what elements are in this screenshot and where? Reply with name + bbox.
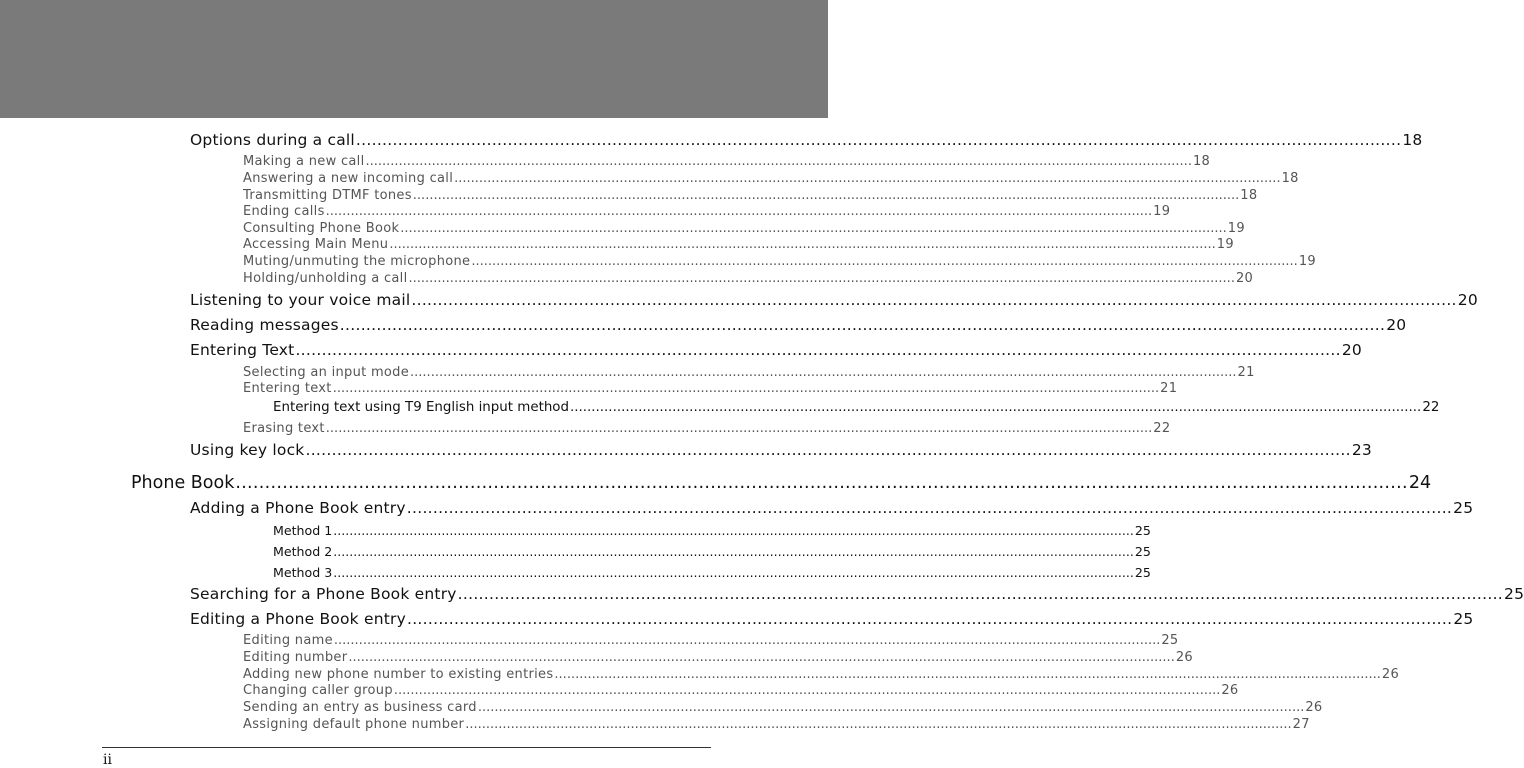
dot-leader: ........................................................................................................................................................................................................ bbox=[333, 633, 1161, 648]
dot-leader: ........................................................................................................................................................................................................ bbox=[570, 400, 1422, 415]
dot-leader: ........................................................................................................................................................................................................ bbox=[305, 441, 1351, 459]
toc-label: Options during a call bbox=[190, 131, 355, 149]
dot-leader: ........................................................................................................................................................................................................ bbox=[406, 610, 1453, 628]
toc-page-number: 19 bbox=[1298, 254, 1316, 269]
toc-entry[interactable] bbox=[243, 237, 1234, 252]
toc-entry[interactable] bbox=[243, 254, 1316, 269]
toc-page-number: 27 bbox=[1292, 717, 1310, 732]
toc-page-number: 26 bbox=[1175, 650, 1193, 665]
toc-entry[interactable] bbox=[243, 633, 1179, 648]
toc-entry[interactable] bbox=[243, 717, 1310, 732]
toc-page-number: 21 bbox=[1237, 365, 1255, 380]
toc-label: Using key lock bbox=[190, 441, 305, 459]
toc-page-number: 20 bbox=[1341, 341, 1362, 359]
toc-entry[interactable] bbox=[243, 365, 1255, 380]
toc-page-number: 25 bbox=[1453, 610, 1474, 628]
header-band bbox=[0, 0, 828, 118]
toc-entry[interactable] bbox=[273, 544, 1151, 559]
toc-label: Consulting Phone Book bbox=[243, 221, 400, 236]
toc-entry[interactable] bbox=[190, 291, 1478, 309]
toc-label: Method 1 bbox=[273, 523, 333, 538]
dot-leader: ........................................................................................................................................................................................................ bbox=[471, 254, 1298, 269]
toc-page-number: 26 bbox=[1221, 683, 1239, 698]
dot-leader: ........................................................................................................................................................................................................ bbox=[457, 585, 1504, 603]
toc-label: Listening to your voice mail bbox=[190, 291, 411, 309]
toc-entry[interactable] bbox=[243, 188, 1258, 203]
footer-divider bbox=[102, 747, 711, 748]
toc-entry[interactable] bbox=[190, 131, 1423, 149]
toc-entry[interactable] bbox=[243, 381, 1178, 396]
toc-entry[interactable] bbox=[190, 341, 1362, 359]
dot-leader: ........................................................................................................................................................................................................ bbox=[477, 700, 1305, 715]
dot-leader: ........................................................................................................................................................................................................ bbox=[333, 544, 1134, 559]
toc-page-number: 19 bbox=[1153, 204, 1171, 219]
dot-leader: ........................................................................................................................................................................................................ bbox=[393, 683, 1221, 698]
toc-chapter-entry[interactable] bbox=[131, 473, 1432, 493]
toc-page-number: 22 bbox=[1422, 400, 1440, 415]
toc-page-number: 25 bbox=[1134, 523, 1151, 538]
dot-leader: ........................................................................................................................................................................................................ bbox=[339, 316, 1386, 334]
toc-entry[interactable] bbox=[243, 650, 1193, 665]
toc-label: Entering Text bbox=[190, 341, 295, 359]
dot-leader: ........................................................................................................................................................................................................ bbox=[400, 221, 1227, 236]
dot-leader: ........................................................................................................................................................................................................ bbox=[406, 499, 1453, 517]
toc-label: Selecting an input mode bbox=[243, 365, 410, 380]
toc-label: Editing a Phone Book entry bbox=[190, 610, 406, 628]
dot-leader: ........................................................................................................................................................................................................ bbox=[389, 237, 1216, 252]
dot-leader: ........................................................................................................................................................................................................ bbox=[332, 381, 1160, 396]
toc-page-number: 22 bbox=[1153, 421, 1171, 436]
dot-leader: ........................................................................................................................................................................................................ bbox=[325, 421, 1153, 436]
toc-page-number: 25 bbox=[1453, 499, 1474, 517]
toc-entry[interactable] bbox=[273, 523, 1151, 538]
dot-leader: ........................................................................................................................................................................................................ bbox=[465, 717, 1292, 732]
dot-leader: ........................................................................................................................................................................................................ bbox=[355, 131, 1402, 149]
toc-label: Muting/unmuting the microphone bbox=[243, 254, 471, 269]
toc-page-number: 25 bbox=[1504, 585, 1524, 603]
toc-label: Method 2 bbox=[273, 544, 333, 559]
toc-entry[interactable] bbox=[190, 316, 1407, 334]
toc-page-number: 18 bbox=[1402, 131, 1423, 149]
toc-entry[interactable] bbox=[190, 585, 1524, 603]
toc-label: Holding/unholding a call bbox=[243, 271, 408, 286]
toc-label: Editing name bbox=[243, 633, 333, 648]
toc-page-number: 18 bbox=[1240, 188, 1258, 203]
toc-page-number: 20 bbox=[1235, 271, 1254, 286]
dot-leader: ........................................................................................................................................................................................................ bbox=[235, 473, 1408, 493]
toc-page-number: 23 bbox=[1351, 441, 1372, 459]
toc-page-number: 20 bbox=[1386, 316, 1407, 334]
toc-entry[interactable] bbox=[273, 565, 1151, 580]
toc-entry[interactable] bbox=[243, 204, 1171, 219]
dot-leader: ........................................................................................................................................................................................................ bbox=[454, 171, 1281, 186]
toc-entry[interactable] bbox=[243, 271, 1254, 286]
toc-label: Accessing Main Menu bbox=[243, 237, 389, 252]
toc-page-number: 25 bbox=[1161, 633, 1179, 648]
toc-label: Ending calls bbox=[243, 204, 325, 219]
toc-entry[interactable] bbox=[243, 171, 1299, 186]
toc-label: Erasing text bbox=[243, 421, 325, 436]
toc-page-number: 18 bbox=[1192, 154, 1211, 169]
toc-label: Entering text using T9 English input method bbox=[273, 400, 569, 415]
toc-page-number: 18 bbox=[1281, 171, 1299, 186]
footer-page-number: ii bbox=[103, 752, 112, 768]
dot-leader: ........................................................................................................................................................................................................ bbox=[365, 154, 1192, 169]
dot-leader: ........................................................................................................................................................................................................ bbox=[333, 565, 1134, 580]
toc-label: Transmitting DTMF tones bbox=[243, 188, 412, 203]
toc-label: Making a new call bbox=[243, 154, 365, 169]
toc-entry[interactable] bbox=[243, 683, 1239, 698]
toc-entry[interactable] bbox=[273, 400, 1440, 415]
toc-entry[interactable] bbox=[243, 700, 1323, 715]
toc-entry[interactable] bbox=[243, 667, 1400, 682]
toc-page-number: 20 bbox=[1457, 291, 1478, 309]
toc-label: Entering text bbox=[243, 381, 332, 396]
toc-label: Answering a new incoming call bbox=[243, 171, 454, 186]
toc-page-number: 19 bbox=[1227, 221, 1245, 236]
toc-label: Adding a Phone Book entry bbox=[190, 499, 406, 517]
toc-page-number: 26 bbox=[1305, 700, 1323, 715]
toc-page-number: 19 bbox=[1216, 237, 1234, 252]
toc-label: Phone Book bbox=[131, 473, 235, 493]
dot-leader: ........................................................................................................................................................................................................ bbox=[412, 188, 1240, 203]
dot-leader: ........................................................................................................................................................................................................ bbox=[348, 650, 1175, 665]
toc-entry[interactable] bbox=[243, 421, 1171, 436]
toc-label: Searching for a Phone Book entry bbox=[190, 585, 457, 603]
toc-entry[interactable] bbox=[190, 610, 1474, 628]
toc-label: Method 3 bbox=[273, 565, 333, 580]
toc-label: Adding new phone number to existing entries bbox=[243, 667, 554, 682]
toc-entry[interactable] bbox=[190, 441, 1372, 459]
toc-entry[interactable] bbox=[243, 221, 1245, 236]
dot-leader: ........................................................................................................................................................................................................ bbox=[295, 341, 1341, 359]
toc-label: Sending an entry as business card bbox=[243, 700, 477, 715]
dot-leader: ........................................................................................................................................................................................................ bbox=[410, 365, 1237, 380]
toc-label: Changing caller group bbox=[243, 683, 393, 698]
dot-leader: ........................................................................................................................................................................................................ bbox=[411, 291, 1457, 309]
dot-leader: ........................................................................................................................................................................................................ bbox=[408, 271, 1235, 286]
toc-page-number: 25 bbox=[1134, 544, 1151, 559]
toc-label: Editing number bbox=[243, 650, 348, 665]
dot-leader: ........................................................................................................................................................................................................ bbox=[554, 667, 1381, 682]
toc-label: Assigning default phone number bbox=[243, 717, 465, 732]
toc-page-number: 25 bbox=[1134, 565, 1151, 580]
toc-entry[interactable] bbox=[243, 154, 1211, 169]
dot-leader: ........................................................................................................................................................................................................ bbox=[325, 204, 1153, 219]
dot-leader: ........................................................................................................................................................................................................ bbox=[333, 523, 1134, 538]
toc-page-number: 21 bbox=[1160, 381, 1178, 396]
toc-page-number: 26 bbox=[1381, 667, 1400, 682]
toc-label: Reading messages bbox=[190, 316, 339, 334]
toc-page-number: 24 bbox=[1408, 473, 1432, 493]
toc-entry[interactable] bbox=[190, 499, 1474, 517]
